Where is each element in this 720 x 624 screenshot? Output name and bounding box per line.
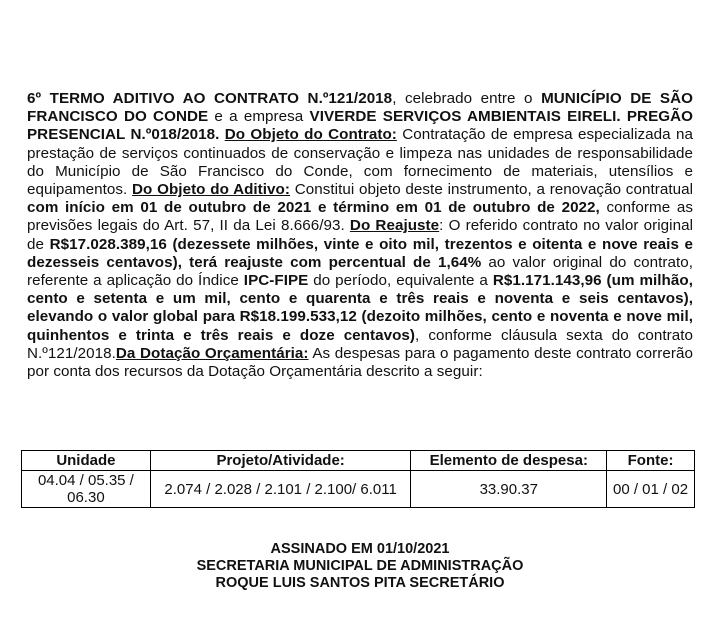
signature-date: ASSINADO EM 01/10/2021 bbox=[270, 541, 450, 557]
heading-objeto-aditivo: Do Objeto do Aditivo: bbox=[132, 181, 290, 199]
objeto-contrato-text: Contratação de empresa especializada na prestação de serviços continuados de conservação e limpeza nas unidades de responsabilidade do Município de São Francisco do Conde, com fornecimento de materiais, utensílios e equipamentos. bbox=[27, 126, 693, 199]
cell-elemento: 33.90.37 bbox=[411, 471, 607, 508]
reajuste-text-3: do período, equivalente a bbox=[308, 272, 493, 290]
valor-reajuste: R$1.171.143,96 (um milhão, cento e setenta e um mil, cento e quarenta e três reais e noventa e seis centavos), elevando o valor global para R$18.199.533,12 (dezoito milhões, cento e noventa e nove mil, quinhentos e trinta e três reais e doze centavos) bbox=[27, 272, 693, 344]
heading-objeto-contrato: Do Objeto do Contrato: bbox=[224, 126, 397, 144]
company-name: VIVERDE SERVIÇOS AMBIENTAIS EIRELI. PREGÃO PRESENCIAL N.º018/2018. bbox=[27, 108, 694, 144]
heading-reajuste: Do Reajuste bbox=[349, 217, 440, 235]
contract-body bbox=[27, 90, 693, 381]
previsoes-text: conforme as previsões legais do Art. 57, II da Lei 8.666/93. bbox=[27, 199, 693, 235]
valor-original: R$17.028.389,16 (dezessete milhões, vinte e oito mil, trezentos e oitenta e nove reais e dezesseis centavos), terá reajuste com percentual de 1,64% bbox=[27, 235, 694, 271]
cell-projeto: 2.074 / 2.028 / 2.101 / 2.100/ 6.011 bbox=[150, 471, 411, 508]
contract-text-1: , celebrado entre o bbox=[392, 90, 542, 107]
vigencia-text: com início em 01 de outubro de 2021 e término em 01 de outubro de 2022, bbox=[27, 199, 600, 217]
municipality-name: MUNICÍPIO DE SÃO FRANCISCO DO CONDE bbox=[27, 90, 693, 126]
col-header-elemento: Elemento de despesa: bbox=[411, 451, 607, 471]
signature-name: ROQUE LUIS SANTOS PITA SECRETÁRIO bbox=[215, 575, 505, 591]
objeto-aditivo-text: Constitui objeto deste instrumento, a renovação contratual bbox=[290, 181, 694, 199]
contract-title: 6º TERMO ADITIVO AO CONTRATO N.º121/2018 bbox=[27, 90, 393, 107]
table-row bbox=[22, 471, 695, 508]
heading-dotacao: Da Dotação Orçamentária: bbox=[115, 344, 309, 362]
col-header-fonte: Fonte: bbox=[607, 451, 695, 471]
signature-block bbox=[0, 541, 720, 592]
reajuste-text-1: : O referido contrato no valor original de bbox=[27, 217, 693, 253]
col-header-unidade: Unidade bbox=[22, 451, 151, 471]
budget-table bbox=[21, 450, 695, 508]
indice-name: IPC-FIPE bbox=[243, 272, 309, 290]
col-header-projeto: Projeto/Atividade: bbox=[150, 451, 411, 471]
cell-fonte: 00 / 01 / 02 bbox=[607, 471, 695, 508]
reajuste-text-4: , conforme cláusula sexta do contrato N.º121/2018. bbox=[27, 326, 693, 362]
dotacao-text: As despesas para o pagamento deste contrato correrão por conta dos recursos da Dotação Orçamentária descrito a seguir: bbox=[27, 344, 693, 381]
contract-text-2: e a empresa bbox=[208, 108, 310, 126]
reajuste-text-2: ao valor original do contrato, referente a aplicação do Índice bbox=[27, 253, 693, 290]
cell-unidade: 04.04 / 05.35 / 06.30 bbox=[22, 471, 151, 508]
signature-department: SECRETARIA MUNICIPAL DE ADMINISTRAÇÃO bbox=[196, 558, 524, 574]
table-header-row bbox=[22, 451, 695, 471]
